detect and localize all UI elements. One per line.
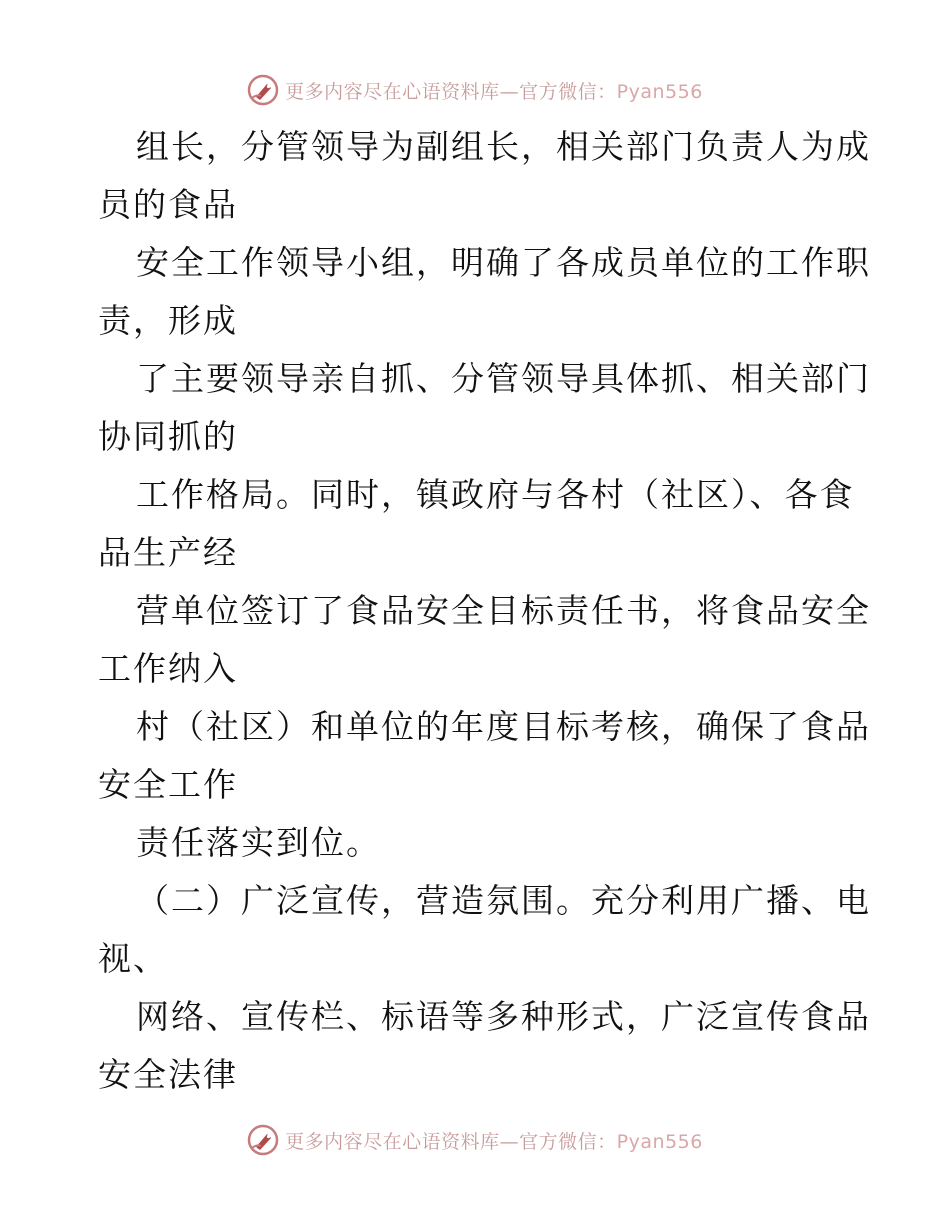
- text-line: 网络、宣传栏、标语等多种形式，广泛宣传食品: [136, 997, 871, 1036]
- text-line: 组长，分管领导为副组长，相关部门负责人为成: [136, 127, 871, 166]
- text-line: 安全工作领导小组，明确了各成员单位的工作职: [136, 243, 871, 282]
- text-line: 工作纳入: [98, 649, 238, 688]
- watermark-text: 更多内容尽在心语资料库—官方微信：Pyan556: [285, 1130, 703, 1153]
- text-line: 营单位签订了食品安全目标责任书，将食品安全: [136, 591, 871, 630]
- text-line: 安全法律: [98, 1055, 238, 1094]
- text-line: 协同抓的: [98, 417, 238, 456]
- header-watermark: [0, 70, 950, 110]
- text-line: 安全工作: [98, 765, 238, 804]
- pen-nib-logo-icon: [247, 1124, 279, 1156]
- text-line: 责任落实到位。: [136, 823, 381, 862]
- text-line: 视、: [98, 939, 168, 978]
- text-line: 品生产经: [98, 533, 238, 572]
- text-line: 员的食品: [98, 185, 238, 224]
- pen-nib-logo-icon: [247, 74, 279, 106]
- watermark-text: 更多内容尽在心语资料库—官方微信：Pyan556: [285, 80, 703, 103]
- text-line: 村（社区）和单位的年度目标考核，确保了食品: [136, 707, 871, 746]
- watermark-wechat-id: Pyan556: [616, 80, 703, 103]
- watermark-wechat-id: Pyan556: [616, 1130, 703, 1153]
- text-line: 责，形成: [98, 301, 238, 340]
- text-line: （二）广泛宣传，营造氛围。充分利用广播、电: [136, 881, 871, 920]
- footer-watermark: [0, 1120, 950, 1160]
- text-line: 工作格局。同时，镇政府与各村（社区）、各食: [136, 475, 855, 514]
- document-body: [98, 118, 871, 1104]
- text-line: 了主要领导亲自抓、分管领导具体抓、相关部门: [136, 359, 871, 398]
